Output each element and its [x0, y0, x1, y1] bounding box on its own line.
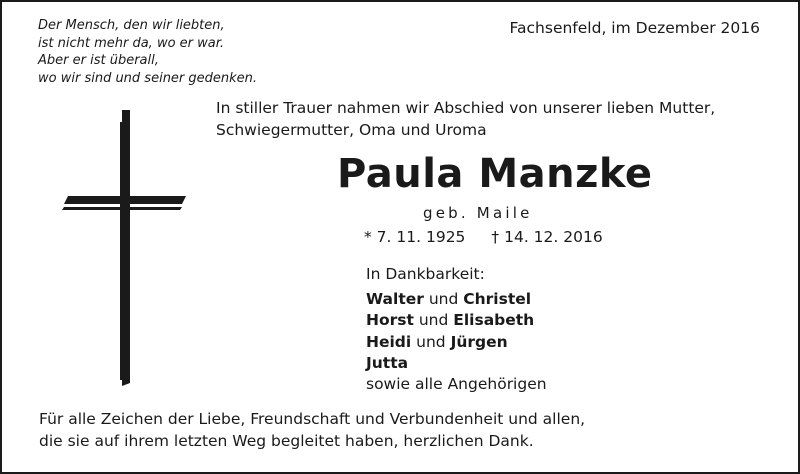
- closing-text: [39, 409, 585, 452]
- intro-text: [216, 97, 715, 141]
- mourner-family: [366, 289, 547, 310]
- birth-name: geb. Maile: [423, 204, 533, 222]
- mourner-name: Jürgen: [450, 332, 508, 351]
- connector-text: und: [423, 290, 464, 309]
- poem-line: ist nicht mehr da, wo er war.: [38, 35, 225, 51]
- deceased-name: Paula Manzke: [337, 151, 653, 197]
- birth-date: * 7. 11. 1925: [364, 228, 466, 246]
- gratitude-label: In Dankbarkeit:: [366, 265, 485, 283]
- mourner-name: Christel: [463, 290, 532, 309]
- mourner-name: Jutta: [366, 353, 409, 372]
- closing-line: Für alle Zeichen der Liebe, Freundschaft und Verbundenheit und allen,: [39, 410, 586, 428]
- mourner-others: sowie alle Angehörigen: [366, 375, 547, 394]
- mourner-name: Horst: [366, 311, 414, 330]
- poem-line: Aber er ist überall,: [38, 53, 159, 68]
- poem-line: Der Mensch, den wir liebten,: [38, 18, 225, 33]
- mourner-name: Walter: [366, 290, 424, 309]
- mourner-single: [366, 353, 547, 374]
- poem-line: wo wir sind und seiner gedenken.: [38, 70, 258, 86]
- place-date: Fachsenfeld, im Dezember 2016: [509, 19, 760, 37]
- mourner-family: [366, 310, 547, 331]
- mourner-family: [366, 332, 547, 353]
- poem: [38, 17, 257, 87]
- closing-line: die sie auf ihrem letzten Weg begleitet haben, herzlichen Dank.: [39, 431, 534, 450]
- death-date: † 14. 12. 2016: [491, 228, 603, 246]
- intro-line: Schwiegermutter, Oma und Uroma: [216, 121, 487, 139]
- life-dates: [364, 228, 603, 246]
- connector-text: und: [413, 311, 454, 330]
- mourner-name: Heidi: [366, 332, 412, 351]
- cross-icon: [60, 110, 190, 390]
- intro-line: In stiller Trauer nahmen wir Abschied von unserer lieben Mutter,: [216, 99, 716, 117]
- mourner-name: Elisabeth: [453, 311, 535, 330]
- mourners-list: [366, 264, 547, 395]
- connector-text: und: [411, 332, 451, 351]
